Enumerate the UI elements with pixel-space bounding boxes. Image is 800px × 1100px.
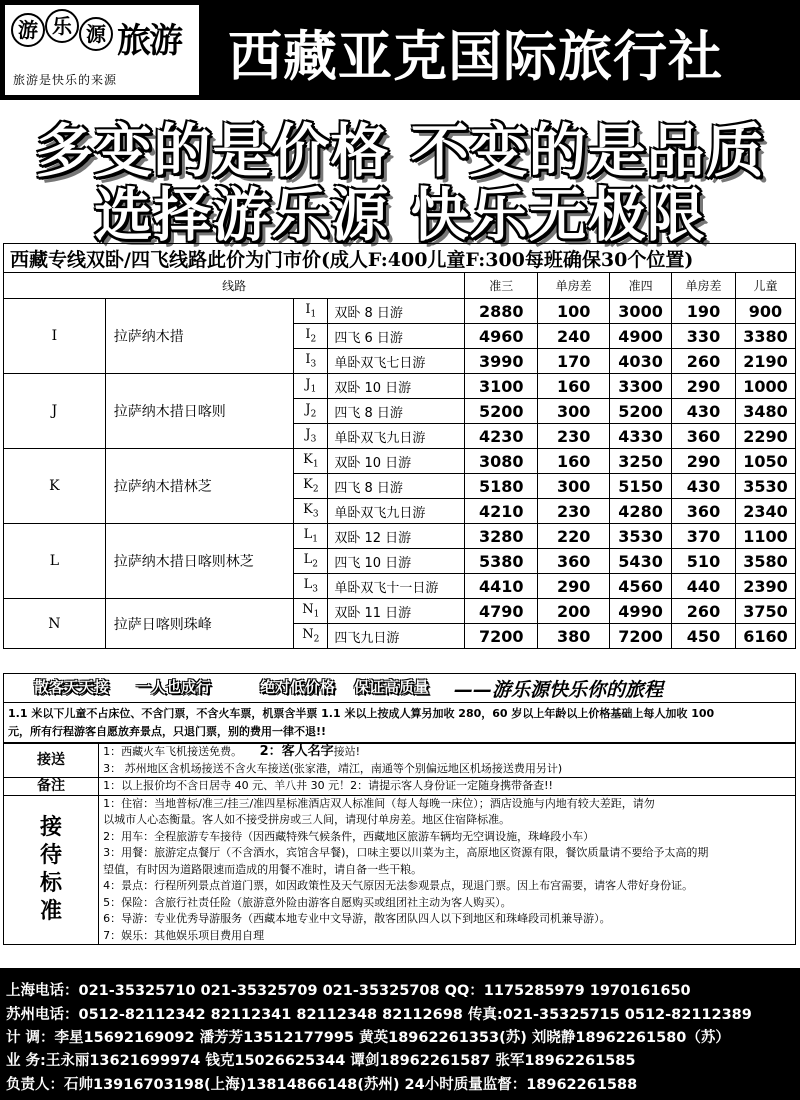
- price-std4: 3300: [610, 374, 672, 399]
- price-std4: 5200: [610, 399, 672, 424]
- transfer-item-2-suffix: 接站!: [333, 745, 361, 758]
- route-category: J: [4, 374, 106, 449]
- transfer-details: [99, 744, 796, 778]
- tour-code: [294, 449, 328, 474]
- logo: [4, 4, 200, 96]
- single-supplement-std4: 440: [672, 574, 736, 599]
- info-table: [3, 743, 796, 945]
- slogan-bar: [3, 673, 796, 703]
- single-supplement-std3: 380: [538, 624, 610, 649]
- tour-code: [294, 499, 328, 524]
- tour-code: [294, 574, 328, 599]
- policy-line: 1.1 米以下儿童不占床位、不含门票，不含火车票，机票含半票 1.1 米以上按成人算另加收 280，60 岁以上年龄以上价格基础上每人加收 100: [8, 707, 715, 720]
- tour-code-text: $L_2$: [303, 552, 319, 570]
- single-supplement-std3: 240: [538, 324, 610, 349]
- logo-tagline: 旅游是快乐的来源: [13, 73, 118, 87]
- price-std3: 5380: [465, 549, 538, 574]
- tour-code-text: $K_3$: [303, 502, 319, 520]
- single-supplement-std3: 230: [538, 499, 610, 524]
- route-name: 拉萨纳木措日喀则: [105, 374, 294, 449]
- price-std3: 4410: [465, 574, 538, 599]
- price-std4: 3530: [610, 524, 672, 549]
- tour-type: 双卧 11 日游: [328, 599, 465, 624]
- policy-line: 元，所有行程游客自愿放弃景点，只退门票，别的费用一律不退!!: [8, 725, 327, 738]
- single-supplement-std3: 200: [538, 599, 610, 624]
- logo-char-3: 源: [79, 17, 113, 51]
- standard-line: 1：住宿：当地普标/准三/挂三/准四星标准酒店双人标准间（每人每晚一床位）；酒店设施与内地有较大差距，请勿: [103, 796, 655, 810]
- tour-code: [294, 599, 328, 624]
- tag-single-traveler: 一人也成行: [136, 678, 212, 696]
- route-name: 拉萨纳木措林芝: [105, 449, 294, 524]
- tour-type: 四飞 8 日游: [328, 399, 465, 424]
- price-row: [4, 524, 796, 549]
- note-label: 备注: [4, 778, 99, 796]
- route-category: N: [4, 599, 106, 649]
- single-supplement-std4: 330: [672, 324, 736, 349]
- single-supplement-std4: 370: [672, 524, 736, 549]
- transfer-item-1: 1：西藏火车飞机接送免费。: [103, 745, 243, 758]
- standard-line: 5：保险：含旅行社责任险（旅游意外险由游客自愿购买或组团社主动为客人购买）。: [103, 895, 512, 909]
- price-row: [4, 299, 796, 324]
- standard-line: 以城市人心态衡量。客人如不接受拼房或三人间，请现付单房差。地区住宿降标准。: [103, 813, 511, 826]
- price-child: 2290: [735, 424, 795, 449]
- tour-type: 单卧双飞十一日游: [328, 574, 465, 599]
- single-supplement-std4: 450: [672, 624, 736, 649]
- tour-type: 双卧 8 日游: [328, 299, 465, 324]
- single-supplement-std4: 430: [672, 399, 736, 424]
- standard-line: 3：用餐：旅游定点餐厅（不含酒水，宾馆含早餐)，口味主要以川菜为主，高原地区资源有限，餐饮质量请不要给予太高的期: [103, 846, 709, 859]
- price-std4: 7200: [610, 624, 672, 649]
- price-std4: 4330: [610, 424, 672, 449]
- header-banner: [0, 0, 800, 100]
- tour-code: [294, 399, 328, 424]
- slogan-line-2: 选择游乐源 快乐无极限: [94, 181, 706, 249]
- col-header-std4: 准四: [610, 273, 672, 299]
- price-std4: 4900: [610, 324, 672, 349]
- price-std3: 5180: [465, 474, 538, 499]
- note-text: [99, 778, 796, 796]
- standard-label-text: 接待标准: [40, 814, 63, 924]
- single-supplement-std3: 360: [538, 549, 610, 574]
- footer-suzhou-phones: 苏州电话：0512-82112342 82112341 82112348 82112698 传真:021-35325715 0512-82112389: [6, 1007, 752, 1023]
- route-category: L: [4, 524, 106, 599]
- route-name: 拉萨纳木措日喀则林芝: [105, 524, 294, 599]
- company-name: 西藏亚克国际旅行社: [228, 24, 723, 88]
- single-supplement-std4: 260: [672, 349, 736, 374]
- single-supplement-std4: 360: [672, 499, 736, 524]
- tour-type: 单卧双飞七日游: [328, 349, 465, 374]
- single-supplement-std4: 190: [672, 299, 736, 324]
- price-child: 2190: [735, 349, 795, 374]
- logo-text: 旅游: [117, 21, 181, 61]
- price-table-caption: 西藏专线双卧/四飞线路此价为门市价(成人F:400儿童F:300每班确保30个位置): [4, 244, 796, 273]
- single-supplement-std3: 220: [538, 524, 610, 549]
- single-supplement-std3: 170: [538, 349, 610, 374]
- tour-code-text: $K_1$: [303, 452, 319, 470]
- standard-line: 2：用车：全程旅游专车接待（因西藏特殊气候条件，西藏地区旅游车辆均无空调设施，珠峰段小车）: [103, 829, 595, 843]
- tour-code: [294, 549, 328, 574]
- tour-code: [294, 324, 328, 349]
- tour-code-text: $I_3$: [305, 352, 317, 370]
- footer-manager: 负责人：石帅13916703198(上海)13814866148(苏州) 24小时质量监督：18962261588: [6, 1077, 638, 1093]
- price-std4: 3250: [610, 449, 672, 474]
- tour-code-text: $I_1$: [305, 302, 317, 320]
- standard-details: [99, 795, 796, 945]
- tour-code: [294, 349, 328, 374]
- price-row: [4, 449, 796, 474]
- tour-type: 单卧双飞九日游: [328, 424, 465, 449]
- col-header-single-supplement-4: 单房差: [672, 273, 736, 299]
- price-std3: 3100: [465, 374, 538, 399]
- slogan-motto: ——游乐源快乐你的旅程: [454, 679, 664, 701]
- price-std3: 5200: [465, 399, 538, 424]
- price-std4: 5430: [610, 549, 672, 574]
- tour-type: 四飞 8 日游: [328, 474, 465, 499]
- price-std3: 3280: [465, 524, 538, 549]
- price-child: 3530: [735, 474, 795, 499]
- tour-code: [294, 299, 328, 324]
- tour-type: 单卧双飞九日游: [328, 499, 465, 524]
- tour-type: 四飞 10 日游: [328, 549, 465, 574]
- price-table: [3, 243, 796, 649]
- price-std3: 7200: [465, 624, 538, 649]
- price-std3: 4790: [465, 599, 538, 624]
- price-child: 900: [735, 299, 795, 324]
- transfer-item-2: 2：客人名字: [259, 744, 334, 759]
- price-child: 3580: [735, 549, 795, 574]
- route-name: 拉萨纳木措: [105, 299, 294, 374]
- single-supplement-std3: 160: [538, 449, 610, 474]
- price-child: 3750: [735, 599, 795, 624]
- tour-code: [294, 524, 328, 549]
- col-header-single-supplement-3: 单房差: [538, 273, 610, 299]
- price-row: [4, 374, 796, 399]
- price-child: 1100: [735, 524, 795, 549]
- single-supplement-std4: 360: [672, 424, 736, 449]
- price-std3: 4210: [465, 499, 538, 524]
- price-child: 2390: [735, 574, 795, 599]
- tour-code: [294, 474, 328, 499]
- price-std4: 3000: [610, 299, 672, 324]
- tag-quality: 保证高质量: [354, 678, 430, 696]
- single-supplement-std3: 160: [538, 374, 610, 399]
- tour-code-text: $I_2$: [305, 327, 317, 345]
- single-supplement-std4: 260: [672, 599, 736, 624]
- tour-code: [294, 424, 328, 449]
- price-child: 6160: [735, 624, 795, 649]
- contact-footer: [0, 968, 800, 1100]
- standard-line: 望值，有时因为道路限速而造成的用餐不准时，请自备一些干粮。: [103, 862, 423, 876]
- logo-char-2: 乐: [45, 9, 79, 43]
- price-std3: 2880: [465, 299, 538, 324]
- price-std3: 4230: [465, 424, 538, 449]
- price-child: 3480: [735, 399, 795, 424]
- tour-type: 双卧 10 日游: [328, 449, 465, 474]
- transfer-item-3: 3： 苏州地区含机场接送不含火车接送(张家港，靖江，南通等个别偏远地区机场接送费用另计): [103, 761, 563, 775]
- col-header-child: 儿童: [735, 273, 795, 299]
- logo-char-1: 游: [11, 13, 45, 47]
- single-supplement-std3: 300: [538, 474, 610, 499]
- single-supplement-std3: 100: [538, 299, 610, 324]
- standard-line: 7：娱乐：其他娱乐项目费用自理: [103, 928, 265, 942]
- price-std3: 3990: [465, 349, 538, 374]
- child-policy-notice: [3, 703, 796, 743]
- price-std4: 4990: [610, 599, 672, 624]
- standard-label: [4, 795, 99, 945]
- price-child: 1050: [735, 449, 795, 474]
- footer-sales: 业 务:王永丽13621699974 钱克15026625344 谭剑18962261587 张军18962261585: [6, 1053, 636, 1069]
- standard-line: 6：导游：专业优秀导游服务（西藏本地专业中文导游，散客团队四人以下到地区和珠峰段司机兼导游）。: [103, 912, 611, 925]
- price-std4: 4030: [610, 349, 672, 374]
- tag-daily-pickup: 散客天天接: [34, 678, 110, 696]
- single-supplement-std3: 290: [538, 574, 610, 599]
- single-supplement-std4: 430: [672, 474, 736, 499]
- single-supplement-std3: 300: [538, 399, 610, 424]
- route-name: 拉萨日喀则珠峰: [105, 599, 294, 649]
- single-supplement-std4: 290: [672, 374, 736, 399]
- tour-type: 双卧 10 日游: [328, 374, 465, 399]
- col-header-route: 线路: [4, 273, 465, 299]
- single-supplement-std3: 230: [538, 424, 610, 449]
- tour-code-text: $L_1$: [303, 527, 319, 545]
- tour-code-text: $J_1$: [305, 377, 317, 395]
- tour-code-text: $N_1$: [302, 602, 320, 620]
- price-std4: 4560: [610, 574, 672, 599]
- tour-type: 双卧 12 日游: [328, 524, 465, 549]
- price-child: 2340: [735, 499, 795, 524]
- route-category: I: [4, 299, 106, 374]
- tour-type: 四飞 6 日游: [328, 324, 465, 349]
- tour-code-text: $K_2$: [303, 477, 319, 495]
- tour-code-text: $J_2$: [305, 402, 317, 420]
- tour-code-text: $L_3$: [303, 577, 319, 595]
- col-header-std3: 准三: [465, 273, 538, 299]
- tour-code-text: $J_3$: [305, 427, 317, 445]
- price-std3: 3080: [465, 449, 538, 474]
- price-std4: 4280: [610, 499, 672, 524]
- price-child: 3380: [735, 324, 795, 349]
- footer-shanghai-phones: 上海电话：021-35325710 021-35325709 021-35325708 QQ：1175285979 1970161650: [6, 983, 691, 999]
- single-supplement-std4: 290: [672, 449, 736, 474]
- tour-code: [294, 624, 328, 649]
- route-category: K: [4, 449, 106, 524]
- tag-low-price: 绝对低价格: [260, 678, 336, 696]
- standard-line: 4：景点：行程所列景点首道门票，如因政策性及天气原因无法参观景点，现退门票。因上布宫需要，请客人带好身份证。: [103, 879, 694, 892]
- transfer-label: 接送: [4, 744, 99, 778]
- slogan-line-1: 多变的是价格 不变的是品质: [35, 117, 765, 185]
- price-std3: 4960: [465, 324, 538, 349]
- single-supplement-std4: 510: [672, 549, 736, 574]
- tour-code: [294, 374, 328, 399]
- price-child: 1000: [735, 374, 795, 399]
- footer-planners: 计 调：李星15692169092 潘芳芳13512177995 黄英18962261353(苏) 刘晓静18962261580（苏）: [6, 1030, 730, 1046]
- note-line: 1：以上报价均不含日居寺 40 元、羊八井 30 元！2：请提示客人身份证一定随身携带备查!!: [103, 779, 553, 792]
- tour-type: 四飞九日游: [328, 624, 465, 649]
- tour-code-text: $N_2$: [302, 627, 320, 645]
- price-std4: 5150: [610, 474, 672, 499]
- price-row: [4, 599, 796, 624]
